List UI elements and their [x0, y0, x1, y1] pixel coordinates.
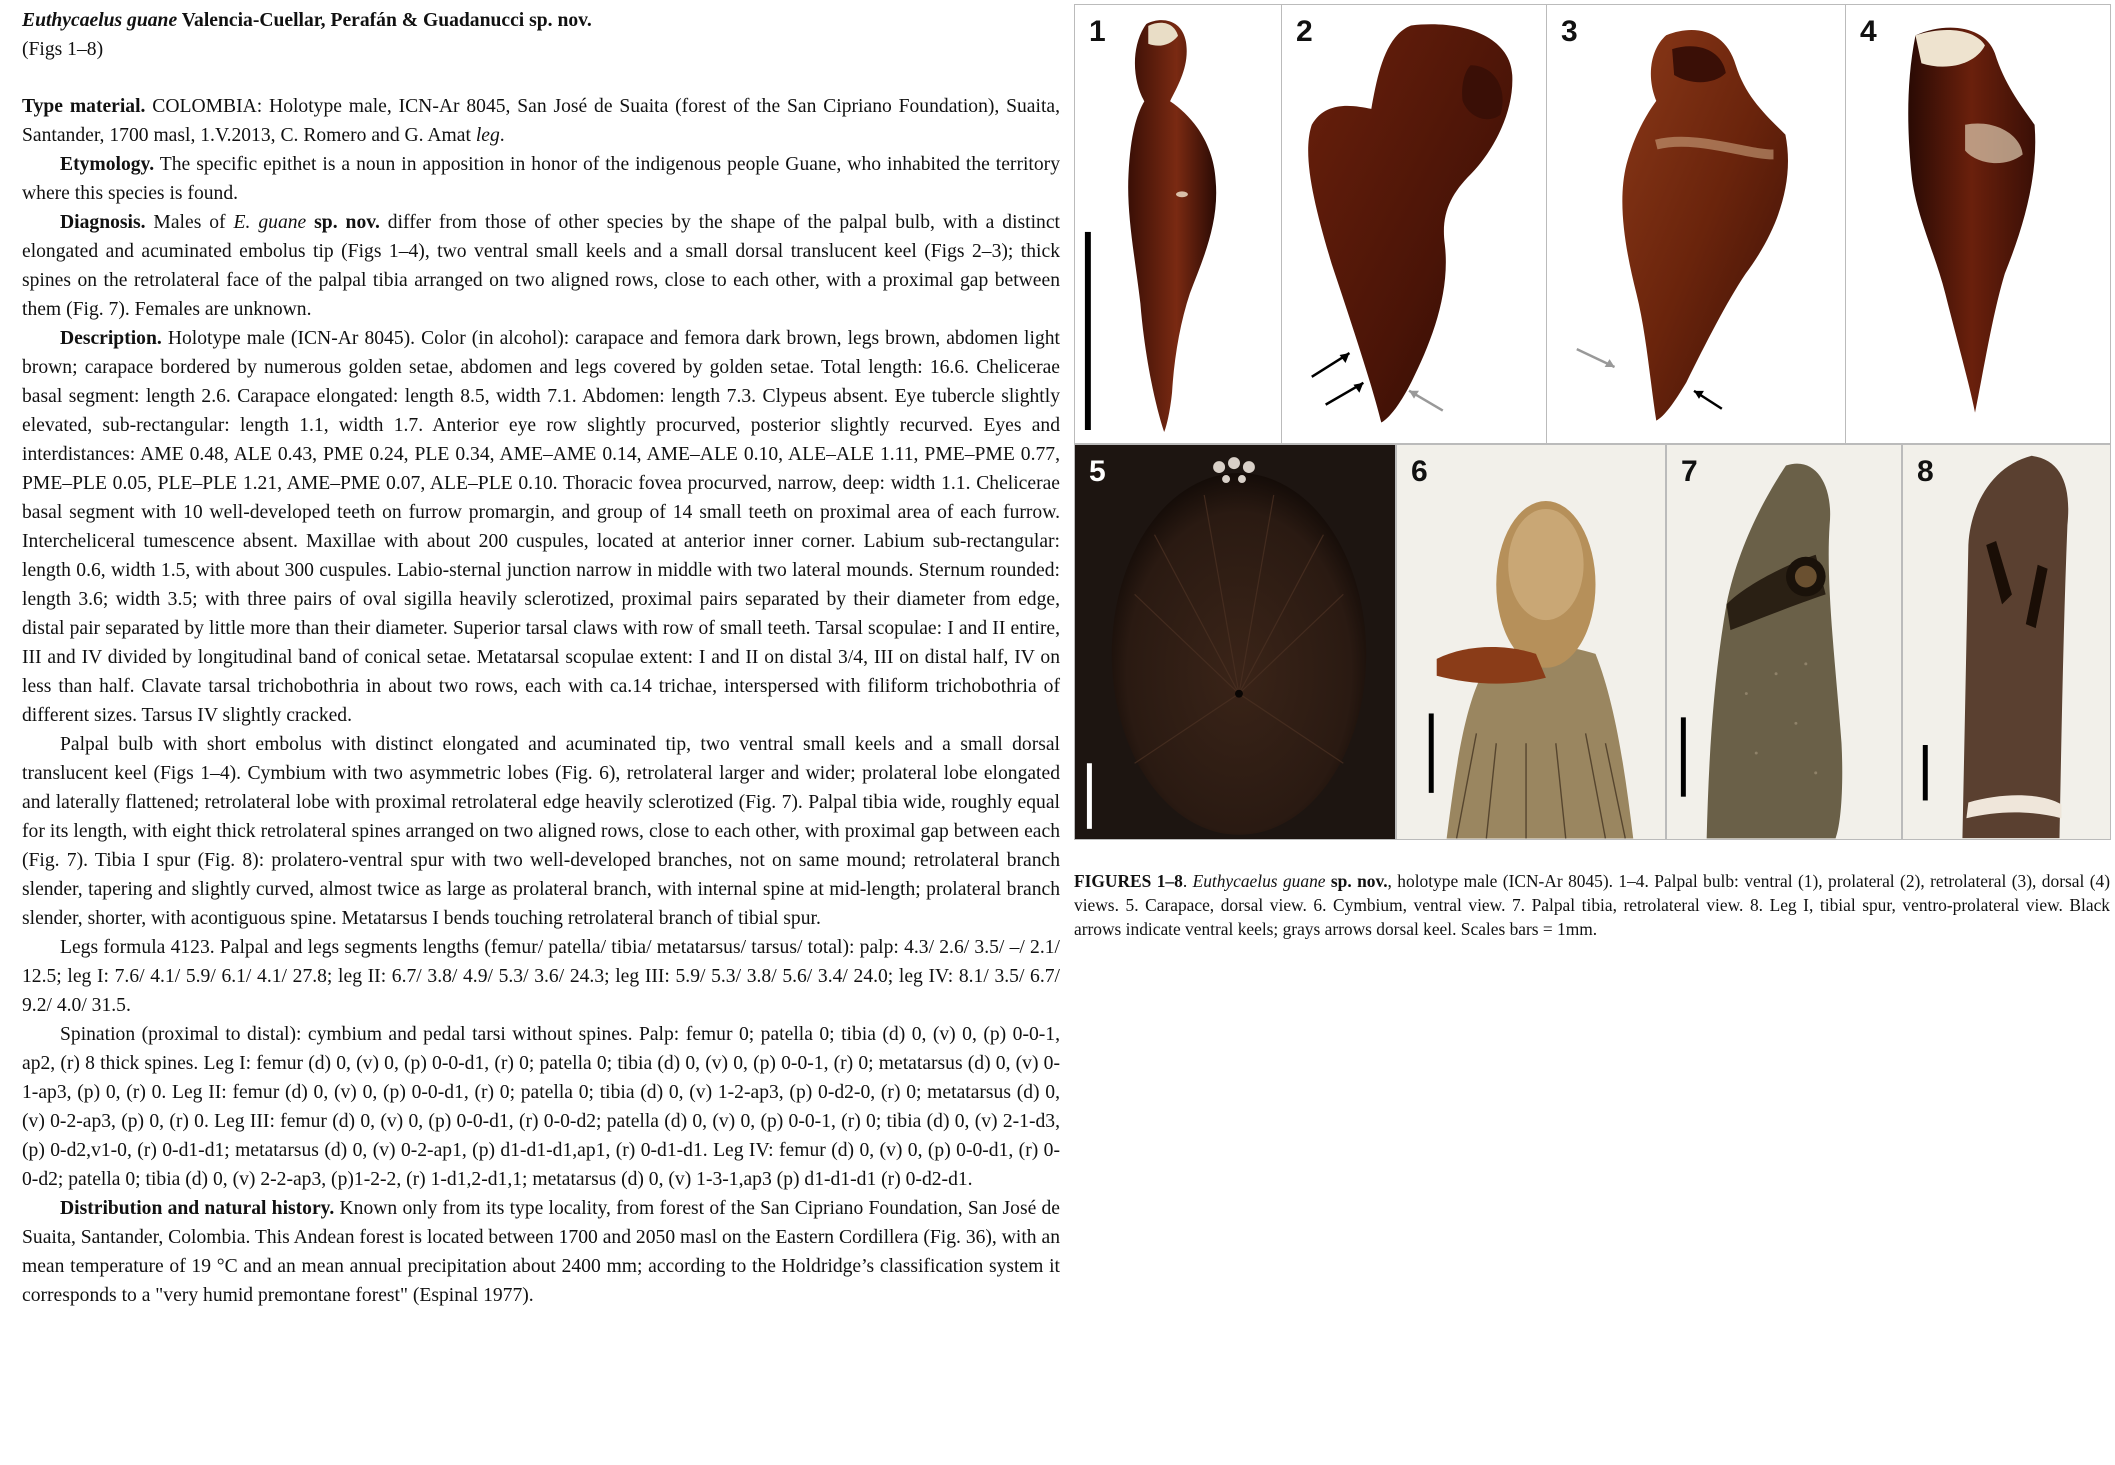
- caption-sep: .: [1182, 871, 1193, 892]
- figure-panel-2: [1281, 4, 1547, 444]
- etymology-text: The specific epithet is a noun in apposition in honor of the indigenous people Guane, who inhabited the territory where this species is found.: [22, 154, 1060, 204]
- panel-label-8: 8: [1917, 455, 1934, 488]
- distribution-heading: Distribution and natural history.: [60, 1198, 335, 1219]
- diagnosis-spnov: sp. nov.: [306, 212, 380, 233]
- scale-bar: [1085, 232, 1091, 430]
- figure-plate: [1074, 4, 2111, 840]
- type-material-leg: leg: [475, 125, 500, 146]
- palpal-paragraph: Palpal bulb with short embolus with distinct elongated and acuminated tip, two ventral small keels and a small dorsal translucent keel (Figs 1–4). Cymbium with two asymmetric lobes (Fig. 6), retrolateral larger and wider; prolateral lobe elongated and laterally flattened; retrolateral lobe with proximal retrolateral edge heavily sclerotized (Fig. 7). Palpal tibia wide, roughly equal for its length, with eight thick retrolateral spines arranged on two aligned rows, close to each other, with proximal gap between each (Fig. 7). Tibia I spur (Fig. 8): prolatero-ventral spur with two well-developed branches, not on same mound; retrolateral branch slender, tapering and slightly curved, almost twice as large as prolateral branch, with internal spine at mid-length; prolateral branch slender, shorter, with acontiguous spine. Metatarsus I bends touching retrolateral branch of tibial spur.: [22, 734, 1060, 929]
- panel-label-1: 1: [1089, 15, 1106, 48]
- diagnosis-text-1: Males of: [145, 212, 234, 233]
- caption-text: , holotype male (ICN-Ar 8045). 1–4. Palpal bulb: ventral (1), prolateral (2), retrolateral (3), dorsal (4) views. 5. Carapace, dorsal view. 6. Cymbium, ventral view. 7. Palpal tibia, retrolateral view. 8. Leg I, tibial spur, ventro-prolateral view. Black arrows indicate ventral keels; grays arrows dorsal keel. Scales bars = 1mm.: [1074, 871, 2110, 940]
- description-text: Holotype male (ICN-Ar 8045). Color (in alcohol): carapace and femora dark brown, legs brown, abdomen light brown; carapace bordered by numerous golden setae, abdomen and legs covered by golden setae. Total length: 16.6. Chelicerae basal segment: length 2.6. Carapace elongated: length 8.5, width 7.1. Abdomen: length 7.3. Clypeus absent. Eye tubercle slightly elevated, sub-rectangular: length 1.1, width 1.7. Anterior eye row slightly procurved, posterior slightly recurved. Eyes and interdistances: AME 0.48, ALE 0.43, PME 0.24, PLE 0.34, AME–AME 0.14, AME–ALE 0.10, ALE–ALE 1.11, PME–PME 0.77, PME–PLE 0.05, PLE–PLE 1.21, AME–PME 0.07, ALE–PLE 0.10. Thoracic fovea procurved, narrow, deep: width 1.1. Chelicerae basal segment with 10 well-developed teeth on furrow promargin, and group of 14 small teeth on proximal area of each furrow. Intercheliceral tumescence absent. Maxillae with about 200 cuspules, located at anterior inner corner. Labium sub-rectangular: length 0.6, width 1.5, with about 300 cuspules. Labio-sternal junction narrow in middle with two lateral mounds. Sternum rounded: length 3.6; width 3.5; with three pairs of oval sigilla heavily sclerotized, proximal pairs separated by their diameter from edge, distal pair separated by little more than their diameter. Superior tarsal claws with row of small teeth. Tarsal scopulae: I and II entire, III and IV divided by longitudinal band of conical setae. Metatarsal scopulae extent: I and II on distal 3/4, III on distal half, IV on less than half. Clavate tarsal trichobothria in about two rows, each with ca.14 trichae, interspersed with filiform trichobothria of different sizes. Tarsus IV slightly cracked.: [22, 328, 1060, 726]
- carapace-dorsal-illustration: [1075, 445, 1395, 839]
- diagnosis-heading: Diagnosis.: [60, 212, 146, 233]
- figure-panel-6: [1396, 444, 1666, 840]
- figure-caption: [1074, 869, 2110, 941]
- figure-panel-3: [1546, 4, 1846, 444]
- title-authors: Valencia-Cuellar, Perafán & Guadanucci sp. nov.: [177, 10, 592, 31]
- caption-head: FIGURES 1–8: [1074, 871, 1183, 892]
- panel-label-2: 2: [1296, 15, 1313, 48]
- description-paragraph: [22, 324, 1060, 730]
- panel-label-5: 5: [1089, 455, 1106, 488]
- palpal-bulb-retrolateral-illustration: [1547, 5, 1845, 443]
- diagnosis-paragraph: [22, 208, 1060, 324]
- palpal-tibia-retrolateral-illustration: [1667, 445, 1901, 839]
- cymbium-ventral-illustration: [1397, 445, 1665, 839]
- panel-label-4: 4: [1860, 15, 1877, 48]
- description-heading: Description.: [60, 328, 162, 349]
- diagnosis-species: E. guane: [233, 212, 307, 233]
- distribution-paragraph: [22, 1194, 1060, 1310]
- figure-panel-8: [1902, 444, 2111, 840]
- figure-panel-1: [1074, 4, 1282, 444]
- panel-label-7: 7: [1681, 455, 1698, 488]
- legs-paragraph: Legs formula 4123. Palpal and legs segments lengths (femur/ patella/ tibia/ metatarsus/ tarsus/ total): palp: 4.3/ 2.6/ 3.5/ –/ 2.1/ 12.5; leg I: 7.6/ 4.1/ 5.9/ 6.1/ 4.1/ 27.8; leg II: 6.7/ 3.8/ 4.9/ 5.3/ 3.6/ 24.3; leg III: 5.9/ 5.3/ 3.8/ 5.6/ 3.4/ 24.0; leg IV: 8.1/ 3.5/ 6.7/ 9.2/ 4.0/ 31.5.: [22, 937, 1060, 1016]
- caption-species: Euthycaelus guane: [1192, 871, 1326, 892]
- scale-bar: [1923, 745, 1928, 800]
- etymology-heading: Etymology.: [60, 154, 155, 175]
- title-species-name: Euthycaelus guane: [22, 10, 178, 31]
- type-material-heading: Type material.: [22, 96, 146, 117]
- figure-panel-4: [1845, 4, 2111, 444]
- palpal-bulb-dorsal-illustration: [1846, 5, 2110, 443]
- scale-bar: [1429, 713, 1434, 792]
- type-material-paragraph: [22, 92, 1060, 150]
- panel-label-6: 6: [1411, 455, 1428, 488]
- diagnosis-text-2: differ from those of other species by the shape of the palpal bulb, with a distinct elongated and acuminated embolus tip (Figs 1–4), two ventral small keels and a small dorsal translucent keel (Figs 2–3); thick spines on the retrolateral face of the palpal tibia arranged on two aligned rows, close to each other, with a proximal gap between them (Fig. 7). Females are unknown.: [22, 212, 1060, 320]
- caption-spnov: sp. nov.: [1325, 871, 1388, 892]
- scale-bar: [1681, 717, 1686, 796]
- palpal-bulb-prolateral-illustration: [1282, 5, 1546, 443]
- panel-label-3: 3: [1561, 15, 1578, 48]
- etymology-paragraph: [22, 150, 1060, 208]
- scale-bar: [1087, 763, 1092, 829]
- figure-panel-7: [1666, 444, 1902, 840]
- tibial-spur-illustration: [1903, 445, 2110, 839]
- distribution-text: Known only from its type locality, from forest of the San Cipriano Foundation, San José de Suaita, Santander, Colombia. This Andean forest is located between 1700 and 2050 masl on the Eastern Cordillera (Fig. 36), with an mean temperature of 19 °C and an mean annual precipitation about 2400 mm; according to the Holdridge’s classification system it corresponds to a "very humid premontane forest" (Espinal 1977).: [22, 1198, 1060, 1306]
- palpal-bulb-ventral-illustration: [1075, 5, 1281, 443]
- spination-paragraph: Spination (proximal to distal): cymbium and pedal tarsi without spines. Palp: femur 0; patella 0; tibia (d) 0, (v) 0, (p) 0-0-1, ap2, (r) 8 thick spines. Leg I: femur (d) 0, (v) 0, (p) 0-0-d1, (r) 0; patella 0; tibia (d) 0, (v) 0, (p) 0-0-1, (r) 0; metatarsus (d) 0, (v) 0-1-ap3, (p) 0, (r) 0. Leg II: femur (d) 0, (v) 0, (p) 0-0-d1, (r) 0; patella 0; tibia (d) 0, (v) 1-2-ap3, (p) 0-d2-0, (r) 0; metatarsus (d) 0, (v) 0-2-ap3, (p) 0, (r) 0. Leg III: femur (d) 0, (v) 0, (p) 0-0-d1, (r) 0-0-d2; patella (d) 0, (v) 0, (p) 0-0-1, (r) 0; tibia (d) 0, (v) 2-1-d3, (p) 0-d2,v1-0, (r) 0-d1-d1; metatarsus (d) 0, (v) 0-2-ap1, (p) d1-d1-d1,ap1, (r) 0-d1-d1. Leg IV: femur (d) 0, (v) 0, (p) 0-0-d1, (r) 0-0-d2; patella 0; tibia (d) 0, (v) 2-2-ap3, (p)1-2-2, (r) 1-d1,2-d1,1; metatarsus (d) 0, (v) 1-3-1,ap3 (p) d1-d1-d1 (r) 0-d2-d1.: [22, 1024, 1060, 1190]
- figures-reference: (Figs 1–8): [22, 39, 104, 60]
- type-material-text: COLOMBIA: Holotype male, ICN-Ar 8045, San José de Suaita (forest of the San Cipriano Foundation), Suaita, Santander, 1700 masl, 1.V.2013, C. Romero and G. Amat: [22, 96, 1060, 146]
- species-title: [22, 6, 1060, 35]
- type-material-end: .: [499, 125, 505, 146]
- figure-panel-5: [1074, 444, 1396, 840]
- article-text: [22, 6, 1060, 1310]
